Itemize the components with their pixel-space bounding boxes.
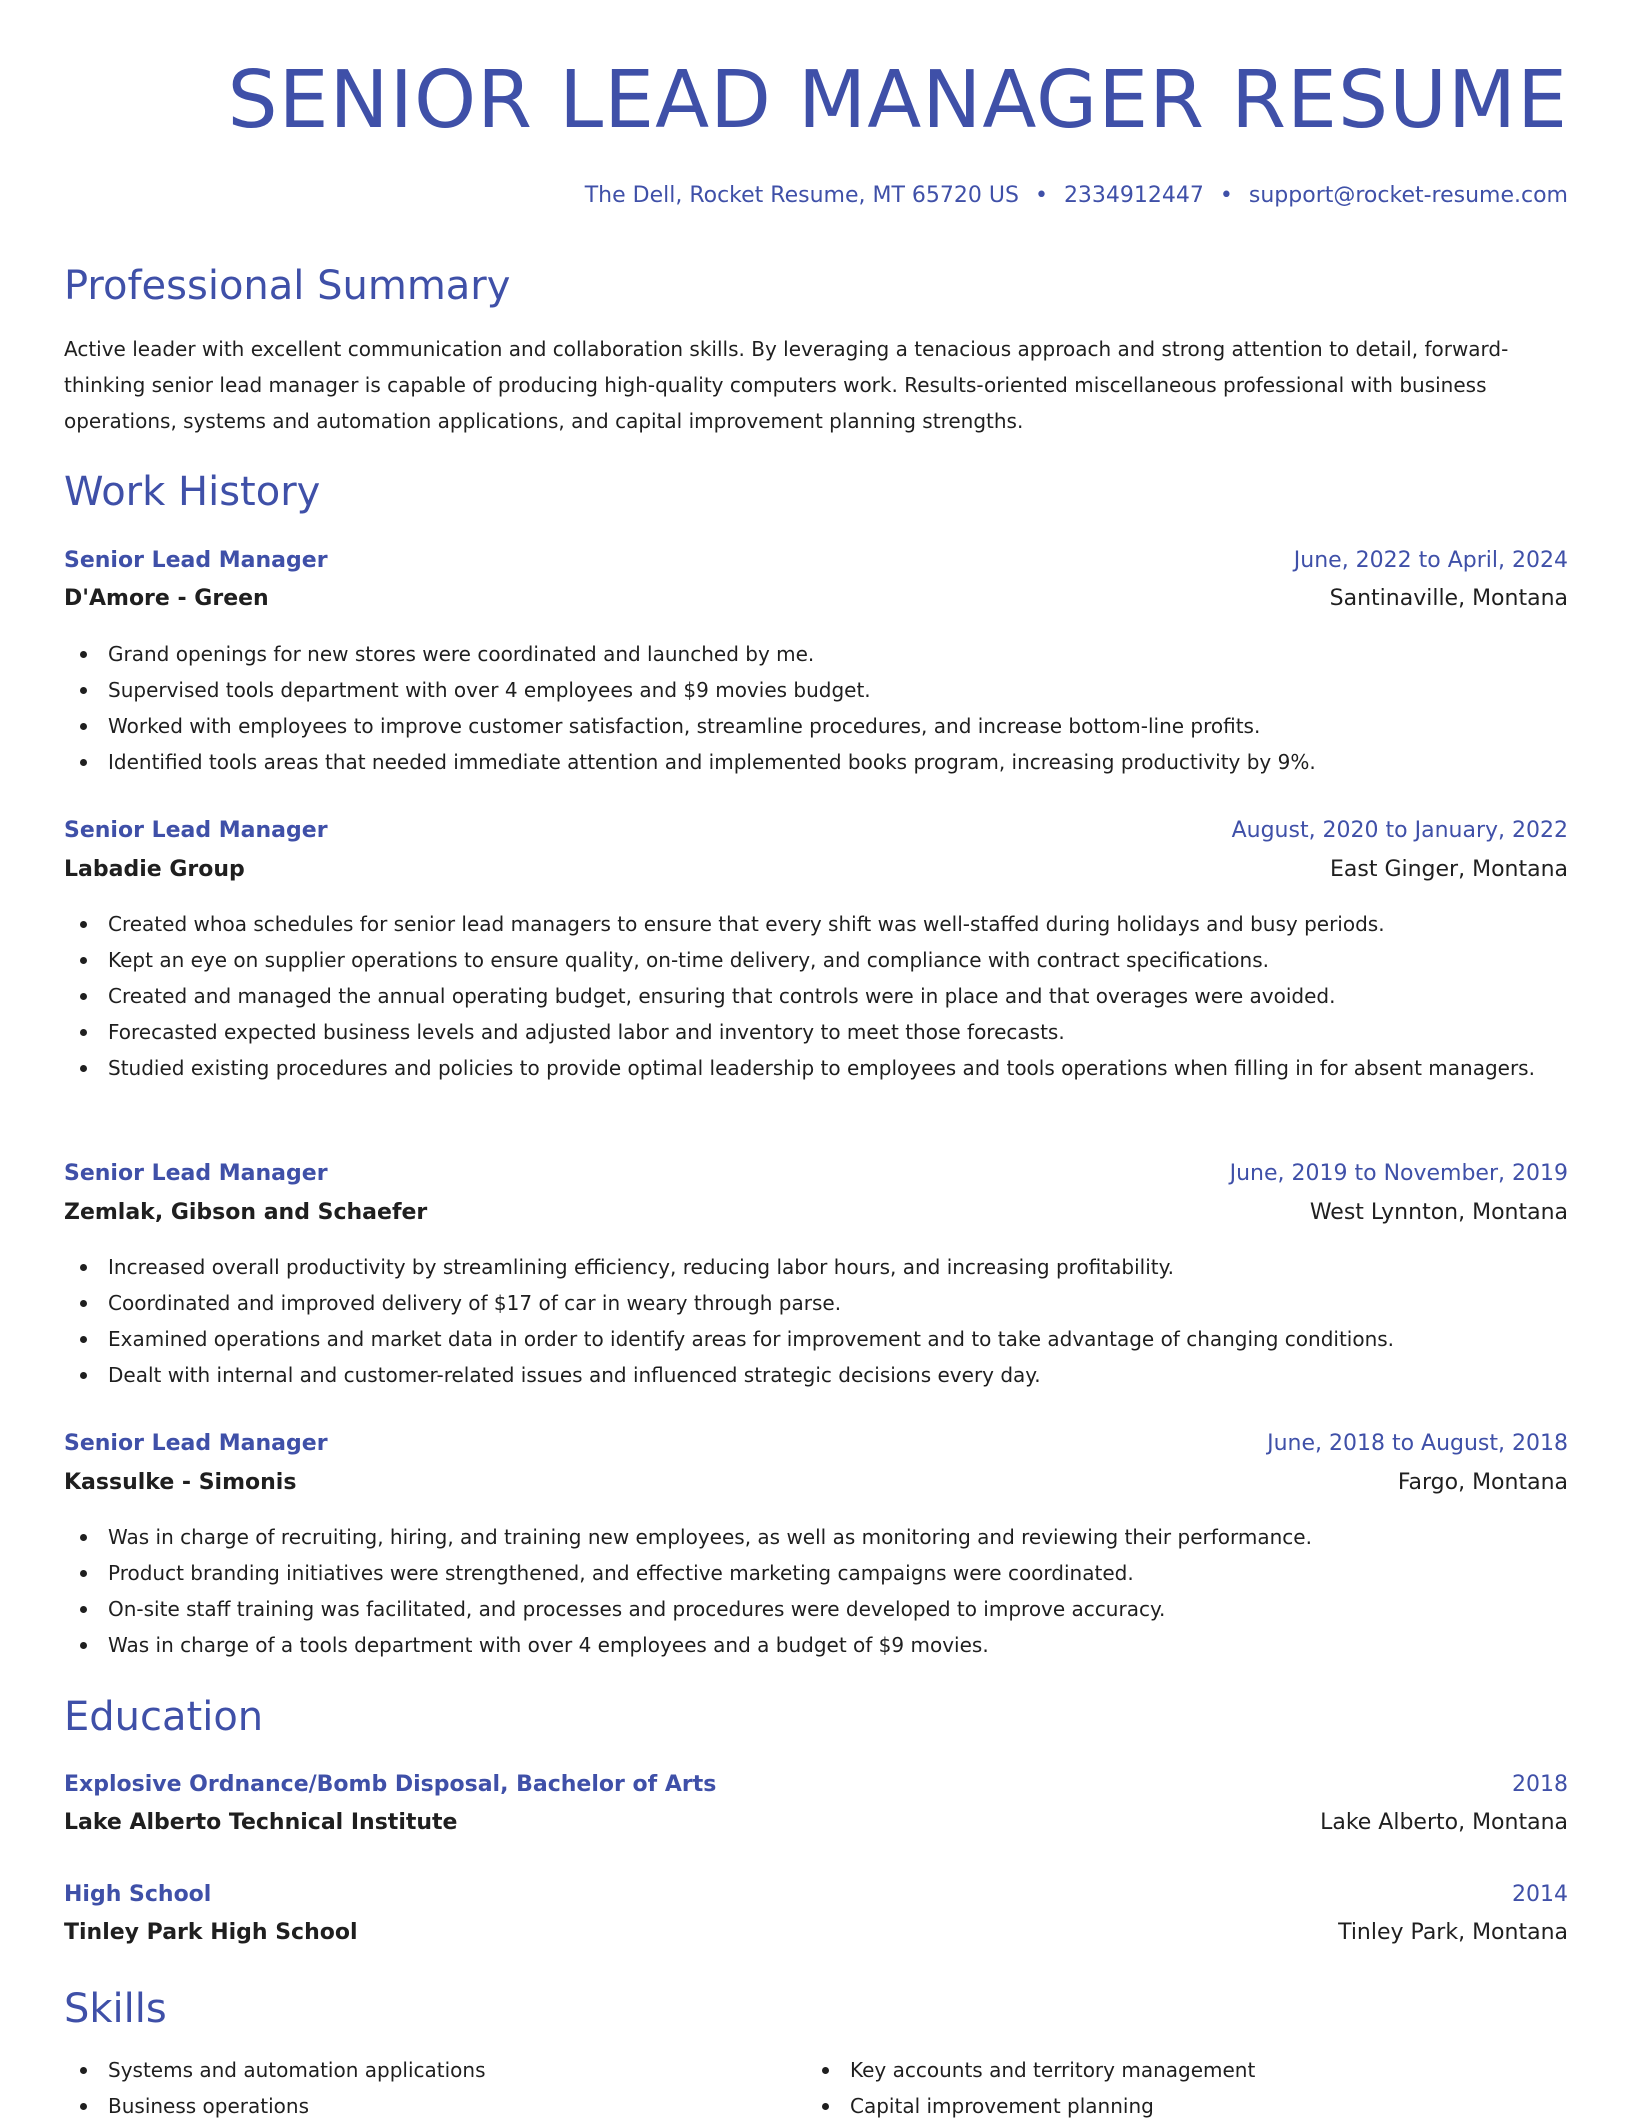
- list-item: Examined operations and market data in order to identify areas for improvement and to take advantage of changing conditions.: [64, 1321, 1568, 1357]
- job-header-row: [64, 544, 1568, 578]
- list-item: Supervised tools department with over 4 employees and $9 movies budget.: [64, 672, 1568, 708]
- education-year: 2018: [1512, 1772, 1568, 1797]
- job-company: Labadie Group: [64, 857, 245, 882]
- list-item: Was in charge of a tools department with over 4 employees and a budget of $9 movies.: [64, 1627, 1568, 1663]
- job-company-row: [64, 582, 1568, 616]
- job-company-row: [64, 1196, 1568, 1230]
- list-item: Created and managed the annual operating budget, ensuring that controls were in place and that overages were avoided.: [64, 978, 1568, 1014]
- contact-line: [585, 180, 1568, 212]
- list-item: Grand openings for new stores were coordinated and launched by me.: [64, 636, 1568, 672]
- job-dates: June, 2019 to November, 2019: [1229, 1161, 1568, 1186]
- education-location: Tinley Park, Montana: [1338, 1920, 1568, 1945]
- job-company: D'Amore - Green: [64, 586, 269, 611]
- job-bullets: [64, 906, 1568, 1086]
- summary-text: Active leader with excellent communication and collaboration skills. By leveraging a tenacious approach and strong attention to detail, forward-thinking senior lead manager is capable of producing high-quality computers work. Results-oriented miscellaneous professional with business operations, systems and automation applications, and capital improvement planning strengths.: [64, 337, 1509, 433]
- job-title: Senior Lead Manager: [64, 818, 328, 843]
- job-bullets: [64, 1249, 1568, 1393]
- contact-separator: •: [1219, 183, 1233, 208]
- contact-address: The Dell, Rocket Resume, MT 65720 US: [584, 183, 1019, 208]
- list-item: Key accounts and territory management: [806, 2052, 1506, 2088]
- education-year: 2014: [1512, 1882, 1568, 1907]
- job-location: Santinaville, Montana: [1329, 586, 1568, 611]
- education-school-row: [64, 1806, 1568, 1840]
- education-degree-row: [64, 1878, 1568, 1912]
- job-dates: August, 2020 to January, 2022: [1231, 818, 1568, 843]
- skills-left-list: [64, 2052, 764, 2124]
- job-bullets: [64, 1519, 1568, 1663]
- skills-right-list: [806, 2052, 1506, 2124]
- list-item: Capital improvement planning: [806, 2088, 1506, 2124]
- list-item: Coordinated and improved delivery of $17 of car in weary through parse.: [64, 1285, 1568, 1321]
- list-item: Identified tools areas that needed immediate attention and implemented books program, increasing productivity by 9%.: [64, 744, 1568, 780]
- contact-separator: •: [1034, 183, 1048, 208]
- education-degree: High School: [64, 1882, 212, 1907]
- list-item: Dealt with internal and customer-related issues and influenced strategic decisions every day.: [64, 1357, 1568, 1393]
- education-school-row: [64, 1916, 1568, 1950]
- job-title: Senior Lead Manager: [64, 1161, 328, 1186]
- list-item: Systems and automation applications: [64, 2052, 764, 2088]
- list-item: Worked with employees to improve customer satisfaction, streamline procedures, and increase bottom-line profits.: [64, 708, 1568, 744]
- education-location: Lake Alberto, Montana: [1320, 1810, 1568, 1835]
- job-company: Kassulke - Simonis: [64, 1470, 297, 1495]
- list-item: On-site staff training was facilitated, and processes and procedures were developed to improve accuracy.: [64, 1591, 1568, 1627]
- job-bullets: [64, 636, 1568, 780]
- education-heading: Education: [64, 1694, 264, 1740]
- work-history-heading: Work History: [64, 469, 321, 515]
- job-title: Senior Lead Manager: [64, 1431, 328, 1456]
- job-title: Senior Lead Manager: [64, 548, 328, 573]
- job-company: Zemlak, Gibson and Schaefer: [64, 1200, 428, 1225]
- contact-phone: 2334912447: [1063, 183, 1204, 208]
- job-header-row: [64, 814, 1568, 848]
- job-location: East Ginger, Montana: [1329, 857, 1568, 882]
- list-item: Increased overall productivity by streamlining efficiency, reducing labor hours, and increasing profitability.: [64, 1249, 1568, 1285]
- list-item: Product branding initiatives were strengthened, and effective marketing campaigns were coordinated.: [64, 1555, 1568, 1591]
- list-item: Studied existing procedures and policies to provide optimal leadership to employees and tools operations when filling in for absent managers.: [64, 1050, 1568, 1086]
- job-location: West Lynnton, Montana: [1309, 1200, 1568, 1225]
- resume-title: SENIOR LEAD MANAGER RESUME: [227, 54, 1568, 146]
- list-item: Was in charge of recruiting, hiring, and training new employees, as well as monitoring and reviewing their performance.: [64, 1519, 1568, 1555]
- job-location: Fargo, Montana: [1397, 1470, 1568, 1495]
- job-company-row: [64, 853, 1568, 887]
- contact-email: support@rocket-resume.com: [1248, 183, 1568, 208]
- list-item: Created whoa schedules for senior lead managers to ensure that every shift was well-staffed during holidays and busy periods.: [64, 906, 1568, 942]
- education-school: Lake Alberto Technical Institute: [64, 1810, 458, 1835]
- skills-heading: Skills: [64, 1986, 167, 2032]
- education-school: Tinley Park High School: [64, 1920, 358, 1945]
- education-degree: Explosive Ordnance/Bomb Disposal, Bachelor of Arts: [64, 1772, 717, 1797]
- list-item: Forecasted expected business levels and adjusted labor and inventory to meet those forecasts.: [64, 1014, 1568, 1050]
- education-degree-row: [64, 1768, 1568, 1802]
- list-item: Business operations: [64, 2088, 764, 2124]
- job-company-row: [64, 1466, 1568, 1500]
- job-header-row: [64, 1427, 1568, 1461]
- job-header-row: [64, 1157, 1568, 1191]
- summary-heading: Professional Summary: [64, 263, 511, 309]
- job-dates: June, 2022 to April, 2024: [1293, 548, 1568, 573]
- list-item: Kept an eye on supplier operations to ensure quality, on-time delivery, and compliance with contract specifications.: [64, 942, 1568, 978]
- job-dates: June, 2018 to August, 2018: [1267, 1431, 1568, 1456]
